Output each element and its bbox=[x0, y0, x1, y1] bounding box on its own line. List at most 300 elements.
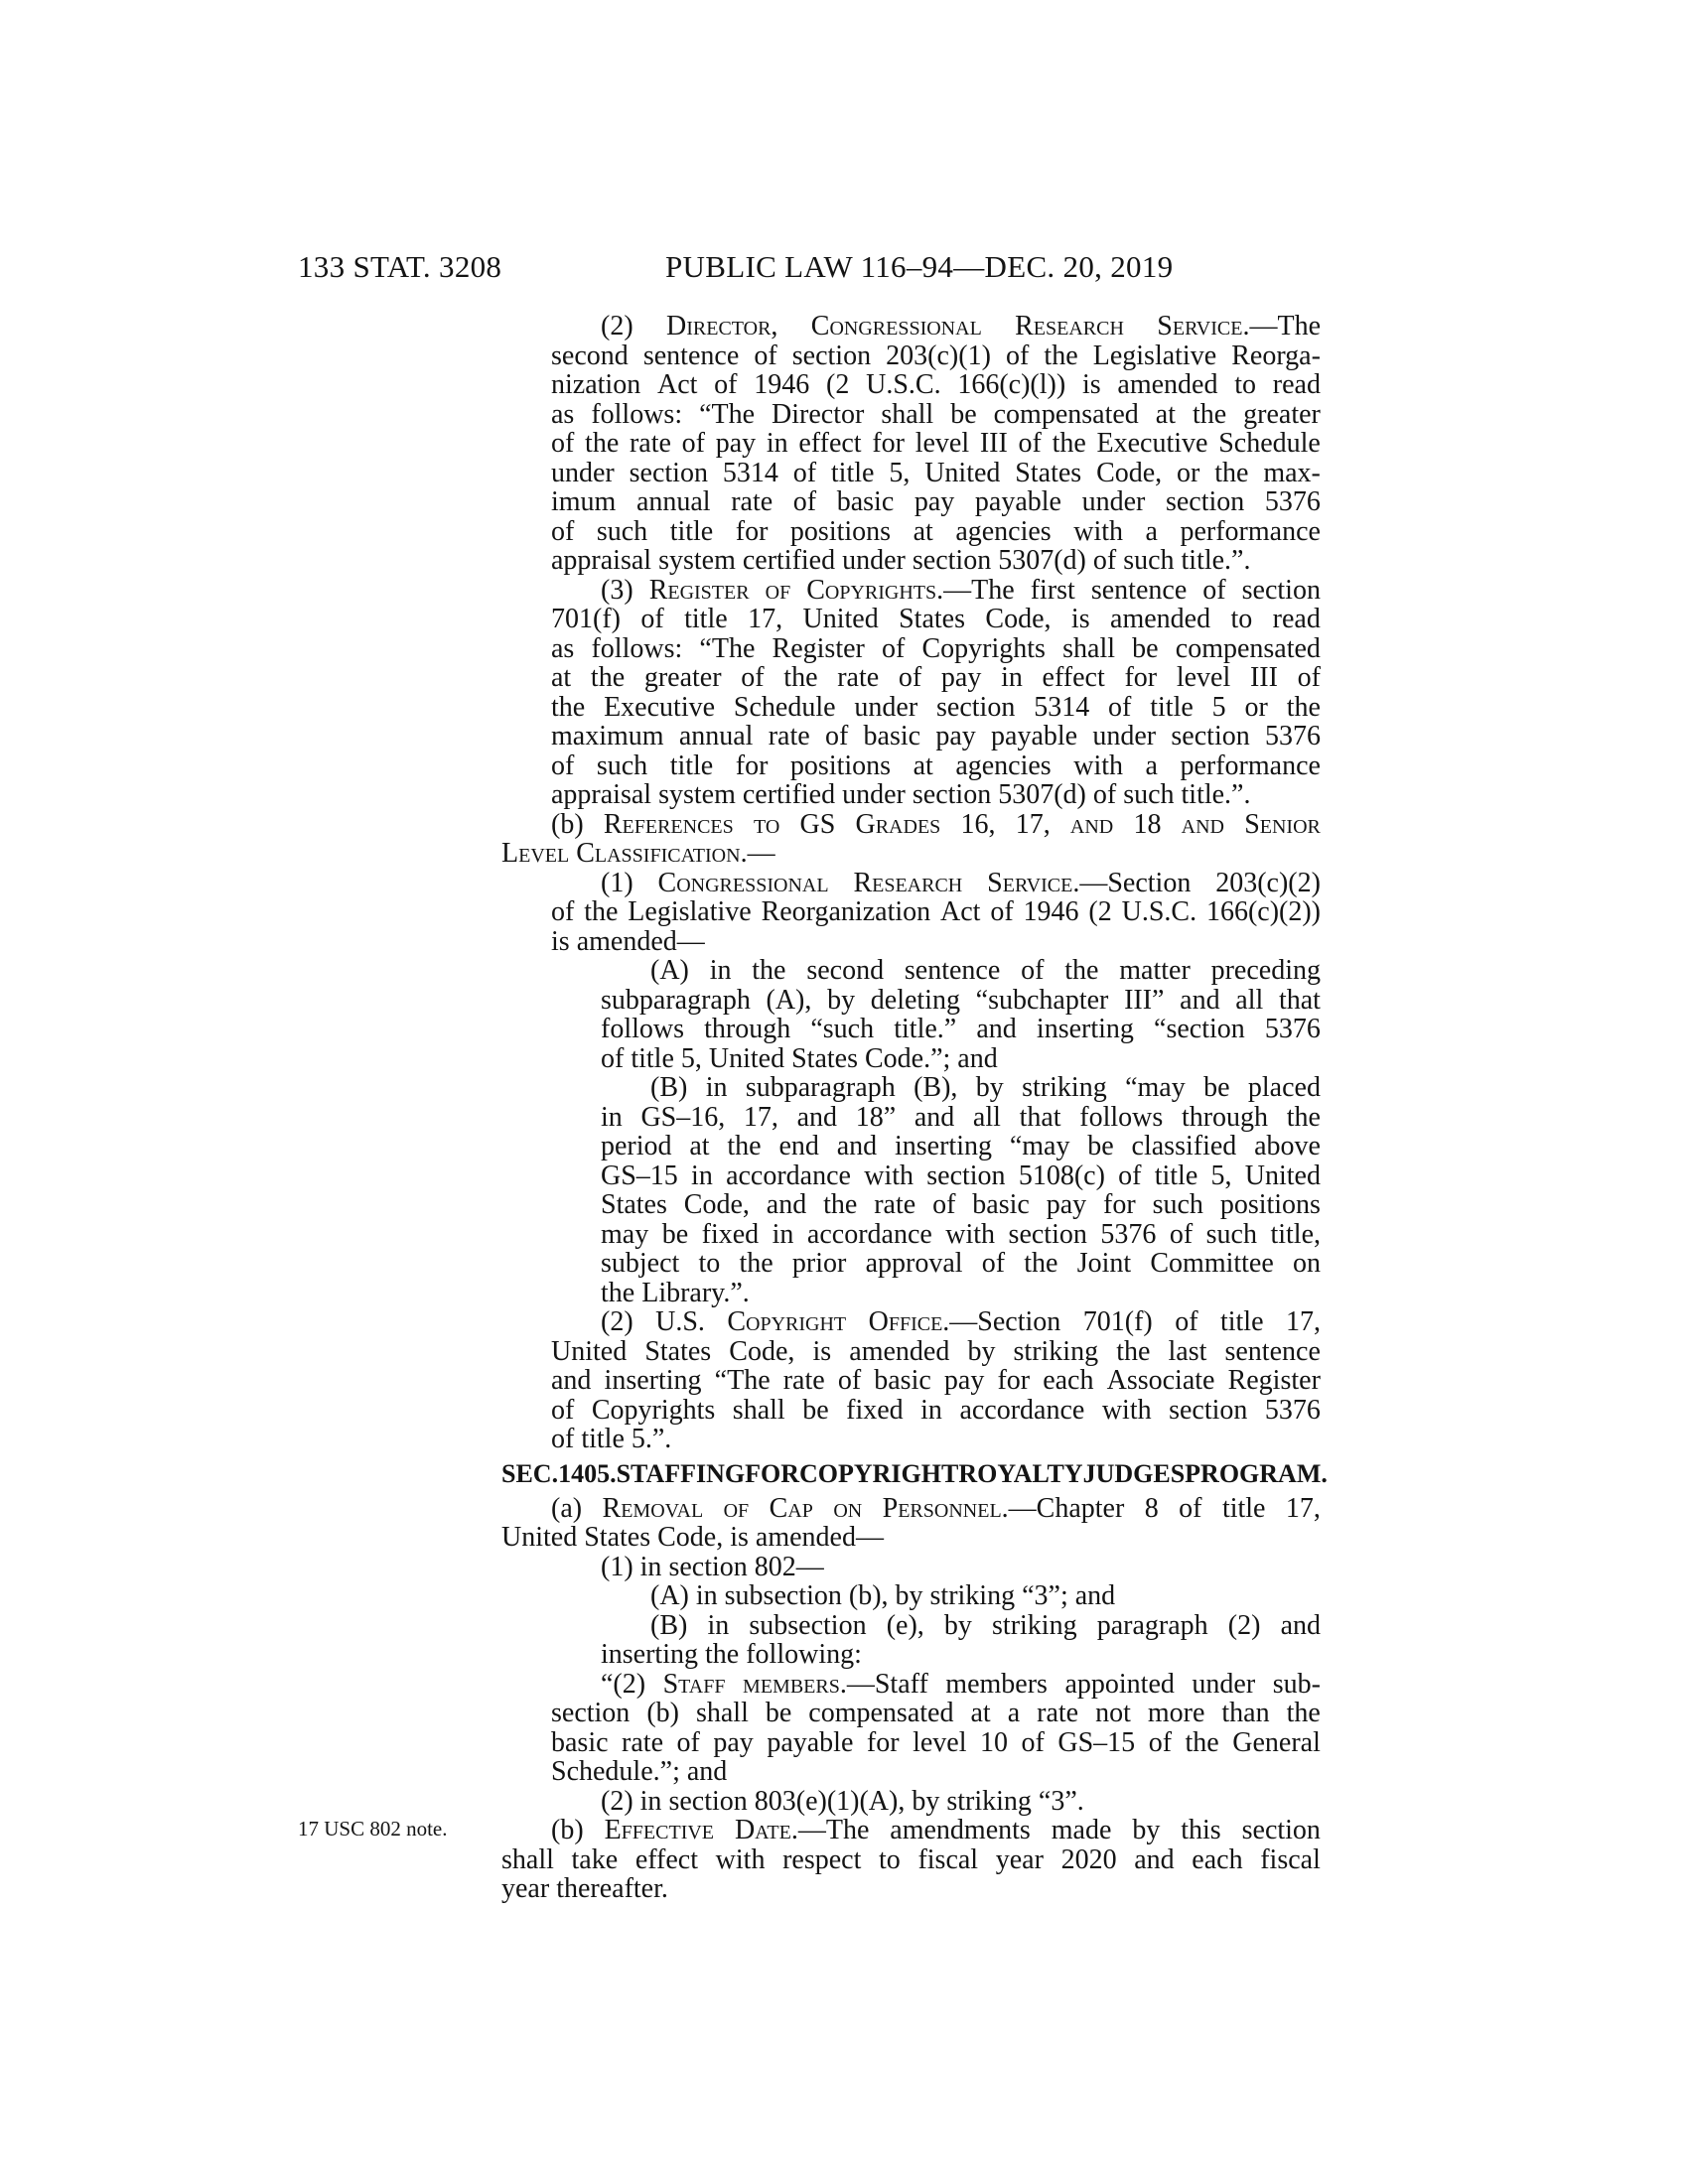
word: under bbox=[1092, 721, 1157, 751]
word: greater bbox=[1243, 398, 1321, 430]
word: pay bbox=[935, 721, 976, 751]
body-line bbox=[501, 839, 1321, 869]
word: title bbox=[1154, 1160, 1198, 1191]
word: of bbox=[882, 632, 906, 664]
word: performance bbox=[1180, 750, 1321, 781]
word: effect bbox=[798, 428, 862, 459]
word: Code.”; bbox=[864, 1042, 951, 1074]
word: basic bbox=[836, 486, 895, 517]
word: subject bbox=[601, 1248, 680, 1279]
word: 17, bbox=[743, 1101, 778, 1133]
word: under bbox=[854, 691, 918, 723]
word: section bbox=[668, 1551, 748, 1582]
word: may bbox=[601, 1218, 649, 1250]
word: in bbox=[920, 1394, 942, 1426]
word: Level bbox=[501, 838, 570, 869]
word: (b) bbox=[551, 808, 584, 840]
word: of bbox=[792, 457, 817, 488]
word: and bbox=[836, 1131, 878, 1161]
word: shall bbox=[695, 1698, 749, 1728]
word: title bbox=[1219, 1306, 1264, 1337]
word: 5307(d) bbox=[998, 779, 1086, 810]
word: payable bbox=[974, 486, 1061, 517]
word: follows bbox=[1079, 1101, 1164, 1133]
word: to bbox=[1234, 369, 1257, 400]
word: by bbox=[975, 1072, 1004, 1103]
word: 5 bbox=[1211, 691, 1226, 723]
word: Code, bbox=[985, 604, 1052, 634]
word: in bbox=[707, 1609, 730, 1641]
word: respect bbox=[782, 1843, 862, 1875]
word: for bbox=[1124, 662, 1158, 693]
body-line bbox=[551, 517, 1321, 547]
word: the bbox=[783, 662, 818, 693]
word: the bbox=[551, 691, 586, 723]
body-line bbox=[551, 810, 1321, 840]
word: Schedule.”; bbox=[551, 1756, 680, 1787]
body-line bbox=[551, 1699, 1321, 1728]
word: and bbox=[551, 1365, 592, 1396]
word: pay bbox=[1046, 1189, 1087, 1220]
word: 1405. bbox=[558, 1458, 617, 1488]
word: inserting bbox=[894, 1131, 992, 1161]
word: follows: bbox=[591, 632, 683, 664]
word: 5.”. bbox=[631, 1424, 672, 1454]
word: inserting bbox=[1036, 1014, 1134, 1044]
word: section bbox=[629, 457, 708, 488]
body-line bbox=[501, 1523, 1321, 1553]
word: at bbox=[913, 515, 933, 547]
body-line bbox=[551, 722, 1321, 751]
word: 18 bbox=[1133, 808, 1162, 840]
body-line bbox=[601, 312, 1321, 341]
body-line bbox=[551, 780, 1321, 810]
word: title bbox=[669, 515, 714, 547]
word: 5, bbox=[889, 457, 911, 488]
word: (b) bbox=[646, 1698, 679, 1728]
word: on bbox=[1293, 1248, 1321, 1279]
word: of bbox=[1018, 428, 1042, 459]
word: agencies bbox=[955, 515, 1052, 547]
body-line bbox=[650, 1581, 1321, 1611]
word: (B) bbox=[650, 1072, 688, 1103]
word: of bbox=[1021, 1726, 1045, 1758]
word: each bbox=[1192, 1843, 1243, 1875]
word: title.” bbox=[894, 1014, 957, 1044]
word: “The bbox=[699, 632, 756, 664]
word: GS bbox=[799, 808, 836, 840]
body-line bbox=[601, 1670, 1321, 1700]
word: the bbox=[1044, 340, 1078, 371]
word: such bbox=[1205, 1218, 1257, 1250]
word: “such bbox=[810, 1014, 875, 1044]
word: to bbox=[879, 1843, 901, 1875]
word: section bbox=[668, 1785, 748, 1817]
body-line bbox=[601, 1161, 1321, 1191]
body-line bbox=[601, 986, 1321, 1016]
word: 802— bbox=[754, 1551, 824, 1582]
word: Library.”. bbox=[641, 1277, 750, 1308]
word: max- bbox=[1263, 457, 1321, 488]
word: (A), bbox=[766, 984, 812, 1016]
body-line bbox=[650, 1073, 1321, 1103]
word: 5314 bbox=[722, 457, 778, 488]
word: the bbox=[1116, 1335, 1151, 1367]
word: the bbox=[584, 896, 619, 927]
word: COPYRIGHT bbox=[799, 1458, 959, 1488]
word: with bbox=[1073, 750, 1123, 781]
word: inserting bbox=[601, 1639, 698, 1670]
word: preceding bbox=[1210, 955, 1321, 986]
word: (B), bbox=[914, 1072, 958, 1103]
word: Grades bbox=[855, 808, 941, 840]
word: and bbox=[1074, 1580, 1116, 1611]
word: is bbox=[812, 1335, 832, 1367]
word: Associate bbox=[1106, 1365, 1215, 1396]
word: made bbox=[1051, 1815, 1112, 1845]
word: be bbox=[765, 1698, 792, 1728]
word: ROYALTY bbox=[958, 1458, 1083, 1488]
body-line bbox=[601, 1132, 1321, 1161]
body-line bbox=[601, 1220, 1321, 1250]
word: Code, bbox=[1096, 457, 1163, 488]
word: fixed bbox=[846, 1394, 904, 1426]
word: nization bbox=[551, 369, 641, 400]
word: compensated bbox=[808, 1698, 954, 1728]
word: sentence bbox=[904, 955, 1001, 986]
word: “may bbox=[1009, 1131, 1070, 1161]
word: Research bbox=[853, 867, 963, 898]
word: of bbox=[1202, 574, 1226, 606]
word: III” bbox=[1124, 984, 1165, 1016]
body-line bbox=[601, 869, 1321, 898]
word: effect bbox=[634, 1843, 699, 1875]
word: 18” bbox=[855, 1101, 897, 1133]
word: (e), bbox=[886, 1609, 924, 1641]
word: pay bbox=[940, 662, 982, 693]
word: 803(e)(1)(A), bbox=[754, 1785, 906, 1817]
word: title bbox=[631, 1042, 674, 1074]
word: 5314 bbox=[1034, 691, 1090, 723]
word: striking bbox=[992, 1609, 1077, 1641]
word: and bbox=[796, 1101, 838, 1133]
word: amended— bbox=[755, 1522, 884, 1553]
word: certified bbox=[742, 779, 836, 810]
word: section bbox=[791, 340, 872, 371]
word: appraisal bbox=[551, 545, 652, 576]
word: of bbox=[1021, 955, 1045, 986]
word: read bbox=[1272, 369, 1321, 400]
word: the bbox=[1192, 398, 1227, 430]
word: and bbox=[957, 1042, 998, 1074]
word: in bbox=[601, 1101, 623, 1133]
word: 5376 bbox=[1264, 1014, 1321, 1044]
word: States bbox=[601, 1189, 667, 1220]
word: and bbox=[1069, 808, 1114, 840]
word: of bbox=[551, 896, 575, 927]
word: of bbox=[1108, 691, 1132, 723]
word: of bbox=[714, 369, 738, 400]
word: 203(c)(1) bbox=[886, 340, 991, 371]
word: the bbox=[585, 428, 620, 459]
word: rate bbox=[837, 662, 880, 693]
word: take bbox=[571, 1843, 619, 1875]
word: 1946 bbox=[754, 369, 810, 400]
body-line bbox=[601, 1249, 1321, 1279]
word: 17, bbox=[1015, 808, 1051, 840]
word: of bbox=[551, 428, 575, 459]
word: basic bbox=[863, 721, 921, 751]
word: than bbox=[1221, 1698, 1270, 1728]
word: section bbox=[1165, 486, 1245, 517]
word: Schedule bbox=[733, 691, 836, 723]
word: of bbox=[1297, 662, 1321, 693]
word: 5108(c) bbox=[1018, 1160, 1105, 1191]
running-head-law-title: PUBLIC LAW 116–94—DEC. 20, 2019 bbox=[665, 249, 1174, 284]
word: Copyright bbox=[727, 1306, 847, 1337]
word: with bbox=[864, 1160, 914, 1191]
word: following: bbox=[746, 1639, 862, 1670]
word: placed bbox=[1247, 1072, 1321, 1103]
word: References bbox=[603, 808, 734, 840]
body-line bbox=[551, 1425, 1321, 1454]
word: period bbox=[601, 1131, 672, 1161]
word: Code, bbox=[683, 1189, 750, 1220]
word: end bbox=[778, 1131, 819, 1161]
word: “The bbox=[714, 1365, 771, 1396]
word: 17, bbox=[748, 604, 783, 634]
word: follows: bbox=[591, 398, 683, 430]
word: level bbox=[913, 1726, 967, 1758]
word: of bbox=[1169, 1218, 1194, 1250]
word: basic bbox=[874, 1365, 931, 1396]
word: certified bbox=[742, 545, 836, 576]
word: III bbox=[1249, 662, 1278, 693]
word: (1) bbox=[601, 867, 633, 898]
word: and bbox=[1134, 1843, 1175, 1875]
word: such bbox=[1123, 779, 1175, 810]
word: amended— bbox=[576, 925, 705, 957]
body-line bbox=[551, 1757, 1321, 1787]
word: and bbox=[914, 1101, 955, 1133]
word: 166(c)(l)) bbox=[957, 369, 1066, 400]
word: be bbox=[1087, 1131, 1114, 1161]
body-line bbox=[551, 1337, 1321, 1367]
word: of bbox=[1092, 545, 1117, 576]
word: subparagraph bbox=[745, 1072, 896, 1103]
word: with bbox=[1073, 515, 1123, 547]
word: maximum bbox=[551, 721, 664, 751]
word: Code, bbox=[729, 1335, 795, 1367]
word: States bbox=[791, 1042, 858, 1074]
word: of bbox=[1175, 1306, 1198, 1337]
word: is bbox=[551, 925, 570, 957]
word: all bbox=[972, 1101, 1001, 1133]
word: that bbox=[1019, 1101, 1061, 1133]
word: 10 bbox=[980, 1726, 1009, 1758]
word: be bbox=[802, 1394, 829, 1426]
word: amended bbox=[1110, 604, 1211, 634]
word: basic bbox=[551, 1726, 609, 1758]
word: fiscal bbox=[917, 1843, 979, 1875]
word: Executive bbox=[1096, 428, 1208, 459]
word: and bbox=[766, 1189, 807, 1220]
word: of bbox=[990, 896, 1014, 927]
word: rate bbox=[874, 1189, 916, 1220]
word: of bbox=[723, 1492, 750, 1524]
word: section bbox=[936, 691, 1016, 723]
word: at bbox=[970, 1698, 991, 1728]
word: of bbox=[681, 428, 705, 459]
word: 17, bbox=[1285, 1492, 1321, 1524]
word: U.S. bbox=[655, 1306, 705, 1337]
body-line bbox=[601, 1307, 1321, 1337]
word: follows bbox=[601, 1014, 684, 1044]
word: shall bbox=[732, 1394, 785, 1426]
word: and bbox=[1181, 808, 1224, 840]
word: (2) bbox=[601, 311, 633, 341]
word: section bbox=[926, 1160, 1006, 1191]
word: compensated bbox=[993, 398, 1139, 430]
word: the bbox=[823, 1189, 858, 1220]
word: in bbox=[705, 1072, 728, 1103]
word: 701(f) bbox=[1082, 1306, 1153, 1337]
word: Director bbox=[772, 398, 865, 430]
word: the bbox=[739, 1248, 774, 1279]
word: STAFFING bbox=[616, 1458, 746, 1488]
word: section bbox=[1171, 721, 1250, 751]
word: is bbox=[730, 1522, 749, 1553]
word: section bbox=[1008, 1218, 1087, 1250]
word: PROGRAM. bbox=[1185, 1458, 1328, 1488]
word: section bbox=[912, 779, 992, 810]
word: 5376 bbox=[1264, 721, 1321, 751]
body-line bbox=[551, 1728, 1321, 1758]
word: and bbox=[976, 1014, 1017, 1044]
body-line bbox=[551, 1366, 1321, 1396]
word: Personnel.—Chapter bbox=[882, 1492, 1125, 1524]
word: in bbox=[766, 428, 788, 459]
body-line bbox=[601, 1553, 1321, 1582]
word: approval bbox=[865, 1248, 963, 1279]
body-line bbox=[551, 605, 1321, 634]
word: in bbox=[639, 1551, 662, 1582]
word: Reorganization bbox=[761, 896, 931, 927]
word: at bbox=[1155, 398, 1176, 430]
word: fiscal bbox=[1260, 1843, 1321, 1875]
word: title.”. bbox=[1181, 545, 1251, 576]
word: of bbox=[932, 1189, 956, 1220]
word: section bbox=[1241, 1815, 1321, 1845]
word: 203(c)(2) bbox=[1215, 867, 1321, 898]
body-line bbox=[551, 459, 1321, 488]
word: Copyrights bbox=[591, 1394, 716, 1426]
word: States bbox=[1015, 457, 1082, 488]
word: JUDGES bbox=[1082, 1458, 1186, 1488]
body-line bbox=[601, 1787, 1321, 1817]
word: title bbox=[1221, 1492, 1266, 1524]
word: under bbox=[551, 457, 615, 488]
word: in bbox=[695, 1580, 718, 1611]
body-line bbox=[551, 1396, 1321, 1426]
word: Congressional bbox=[657, 867, 829, 898]
word: the bbox=[590, 662, 626, 693]
body-line bbox=[551, 370, 1321, 400]
word: each bbox=[1043, 1365, 1094, 1396]
body-line bbox=[551, 1494, 1321, 1524]
word: title bbox=[1150, 691, 1194, 723]
word: classified bbox=[1131, 1131, 1237, 1161]
word: 17, bbox=[1285, 1306, 1321, 1337]
word: Legislative bbox=[628, 896, 752, 927]
word: with bbox=[945, 1218, 996, 1250]
word: through bbox=[1181, 1101, 1269, 1133]
word: such bbox=[596, 750, 648, 781]
word: for bbox=[866, 1726, 900, 1758]
word: of bbox=[754, 340, 777, 371]
word: rate bbox=[629, 428, 671, 459]
word: that bbox=[1278, 984, 1321, 1016]
word: “3”. bbox=[1038, 1785, 1084, 1817]
word: last bbox=[1168, 1335, 1207, 1367]
word: 16, bbox=[960, 808, 996, 840]
word: payable bbox=[767, 1726, 854, 1758]
word: with bbox=[1101, 1394, 1152, 1426]
word: (2) bbox=[1227, 1609, 1261, 1641]
word: a bbox=[1007, 1698, 1021, 1728]
section-heading bbox=[501, 1458, 1328, 1489]
word: title bbox=[684, 604, 728, 634]
body-line bbox=[601, 576, 1321, 606]
word: in bbox=[1001, 662, 1023, 693]
word: (3) bbox=[601, 574, 633, 606]
word: title.”. bbox=[1181, 779, 1251, 810]
word: (A) bbox=[650, 955, 689, 986]
word: of bbox=[1006, 340, 1030, 371]
body-line bbox=[551, 693, 1321, 723]
word: the bbox=[1286, 1698, 1321, 1728]
word: Service.—The bbox=[1157, 311, 1321, 341]
word: such bbox=[1152, 1189, 1203, 1220]
word: striking bbox=[1022, 1072, 1107, 1103]
word: pay bbox=[713, 1726, 754, 1758]
word: second bbox=[551, 340, 629, 371]
word: and bbox=[686, 1756, 728, 1787]
word: second bbox=[806, 955, 885, 986]
word: more bbox=[1147, 1698, 1205, 1728]
word: at bbox=[689, 1131, 710, 1161]
word: such bbox=[596, 515, 648, 547]
margin-note-usc-citation: 17 USC 802 note. bbox=[298, 1817, 448, 1841]
word: Executive bbox=[604, 691, 716, 723]
word: of bbox=[1148, 1726, 1173, 1758]
word: States bbox=[644, 1335, 712, 1367]
word: section bbox=[1169, 1394, 1248, 1426]
word: on bbox=[833, 1492, 863, 1524]
word: 1946 bbox=[1023, 896, 1079, 927]
word: of bbox=[981, 1248, 1006, 1279]
word: imum bbox=[551, 486, 617, 517]
body-line bbox=[601, 1103, 1321, 1133]
body-line bbox=[601, 1279, 1321, 1308]
word: sentence bbox=[642, 340, 740, 371]
word: (a) bbox=[551, 1492, 583, 1524]
word: GS–15 bbox=[1057, 1726, 1136, 1758]
word: “3”; bbox=[1022, 1580, 1068, 1611]
word: title bbox=[830, 457, 875, 488]
word: Date.—The bbox=[734, 1815, 870, 1845]
word: positions bbox=[1219, 1189, 1321, 1220]
